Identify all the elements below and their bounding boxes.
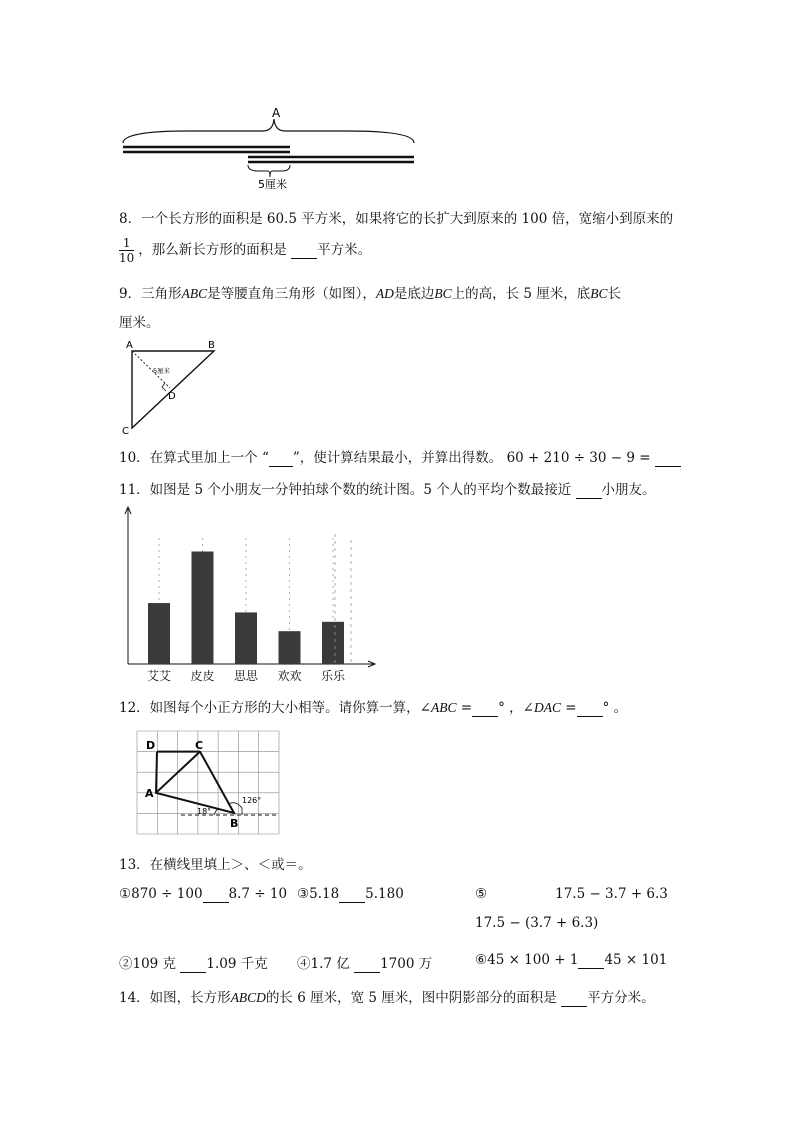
angle-126: 126° — [242, 796, 262, 805]
bar-4 — [279, 631, 301, 664]
angle-abc-blank[interactable] — [472, 700, 498, 717]
category-label: 思思 — [233, 669, 259, 683]
label-a: A — [126, 340, 133, 351]
compare-blank[interactable] — [180, 956, 206, 973]
compare-blank[interactable] — [354, 956, 380, 973]
label-5cm: 5厘米 — [153, 367, 171, 375]
fraction: $\frac{1}{10}$ — [119, 236, 135, 265]
label-5cm: 5厘米 — [258, 178, 287, 191]
q14-line: 14．如图，长方形ABCD的长 6 厘米，宽 5 厘米，图中阴影部分的面积是 平方分米。 — [119, 990, 655, 1006]
bar-3 — [235, 612, 257, 664]
answer-blank[interactable] — [291, 242, 317, 259]
q8-line2: $\frac{1}{10}$ ，那么新长方形的面积是 平方米。 — [119, 236, 372, 265]
q8-line1: 8．一个长方形的面积是 60.5 平方米，如果将它的长扩大到原来的 100 倍，宽缩小到原来的 — [119, 211, 674, 227]
label-c: C — [195, 739, 204, 752]
compare-blank[interactable] — [203, 886, 229, 903]
label-b: B — [230, 817, 239, 830]
grid-lines — [137, 731, 279, 834]
q13-item-5a: ⑤ 17.5 − 3.7 + 6.3 — [475, 886, 668, 902]
q10-line: 10．在算式里加上一个 “ ”，使计算结果最小，并算出得数。 60 + 210 ÷ 30 − 9 = — [119, 446, 681, 467]
top-brace — [123, 119, 414, 143]
bar-chart — [118, 504, 380, 686]
right-angle-mark — [162, 383, 166, 391]
answer-blank[interactable] — [655, 450, 681, 467]
q13-item-3: ③5.18 5.180 — [297, 886, 404, 902]
operator-blank[interactable] — [269, 450, 293, 467]
segment-figure — [118, 103, 418, 195]
category-label: 乐乐 — [320, 669, 346, 683]
label-c: C — [122, 426, 129, 436]
category-label: 艾艾 — [146, 669, 172, 683]
bar-1 — [148, 603, 170, 664]
answer-blank[interactable] — [576, 482, 602, 499]
bottom-brace — [248, 165, 290, 177]
label-d: D — [168, 391, 176, 402]
q13-item-2: ②109 克 1.09 千克 — [119, 956, 268, 972]
q9-line2: 厘米。 — [119, 315, 160, 331]
angle-arc-18 — [214, 809, 218, 815]
label-a: A — [145, 787, 154, 800]
label-a: A — [272, 106, 281, 120]
q13-item-5b: 17.5 − (3.7 + 6.3) — [475, 915, 599, 931]
q13-title: 13．在横线里填上＞、＜或＝。 — [119, 857, 312, 873]
answer-blank[interactable] — [561, 990, 587, 1007]
q13-item-4: ④1.7 亿 1700 万 — [297, 956, 433, 972]
compare-blank[interactable] — [578, 952, 604, 969]
q9-line1: 9．三角形ABC是等腰直角三角形（如图），AD是底边BC上的高，长 5 厘米，底BC长 — [119, 286, 622, 302]
label-d: D — [146, 739, 156, 752]
q12-line: 12．如图每个小正方形的大小相等。请你算一算，∠ABC = ° ，∠DAC = ° 。 — [119, 700, 628, 716]
bar-2 — [192, 552, 214, 665]
grid-figure — [136, 730, 282, 838]
category-label: 皮皮 — [190, 669, 215, 683]
q13-item-6: ⑥45 × 100 + 1 45 × 101 — [475, 952, 668, 968]
category-label: 欢欢 — [277, 669, 302, 683]
q13-item-1: ①870 ÷ 100 8.7 ÷ 10 — [119, 886, 288, 902]
compare-blank[interactable] — [339, 886, 365, 903]
bar-5 — [322, 622, 344, 664]
angle-18: 18° — [197, 807, 212, 816]
label-b: B — [208, 340, 215, 351]
q11-line: 11．如图是 5 个小朋友一分钟拍球个数的统计图。5 个人的平均个数最接近 小朋友。 — [119, 482, 656, 498]
angle-dac-blank[interactable] — [577, 700, 603, 717]
triangle-figure — [118, 336, 228, 436]
